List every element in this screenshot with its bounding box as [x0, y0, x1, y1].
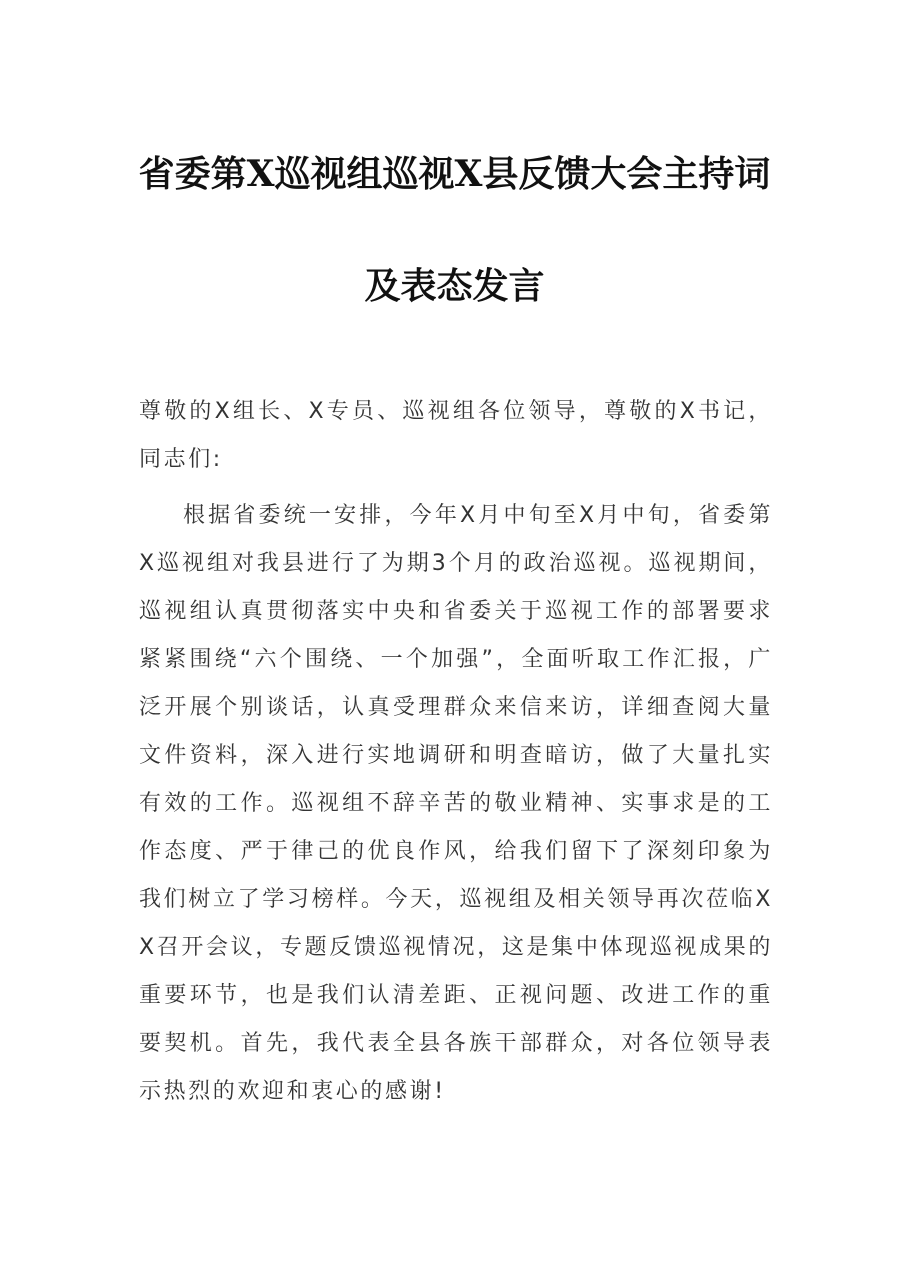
document-title-line-1: 省委第X巡视组巡视X县反馈大会主持词	[138, 153, 771, 195]
salutation: 尊敬的X组长、X专员、巡视组各位领导，尊敬的X书记，同志们:	[139, 399, 773, 472]
body-paragraph: 根据省委统一安排，今年X月中旬至X月中旬，省委第X巡视组对我县进行了为期3个月的政治巡视。巡视期间，巡视组认真贯彻落实中央和省委关于巡视工作的部署要求紧紧围绕“六个围绕、一个加强”，全面听取工作汇报，广泛开展个别谈话，认真受理群众来信来访，详细查阅大量文件资料，深入进行实地调研和明查暗访，做了大量扎实有效的工作。巡视组不辞辛苦的敬业精神、实事求是的工作态度、严于律己的优良作风，给我们留下了深刻印象为我们树立了学习榜样。今天，巡视组及相关领导再次莅临XX召开会议，专题反馈巡视情况，这是集中体现巡视成果的重要环节，也是我们认清差距、正视问题、改进工作的重要契机。首先，我代表全县各族干部群众，对各位领导表示热烈的欢迎和衷心的感谢!	[139, 503, 773, 1104]
document-title-line-2: 及表态发言	[364, 265, 545, 307]
